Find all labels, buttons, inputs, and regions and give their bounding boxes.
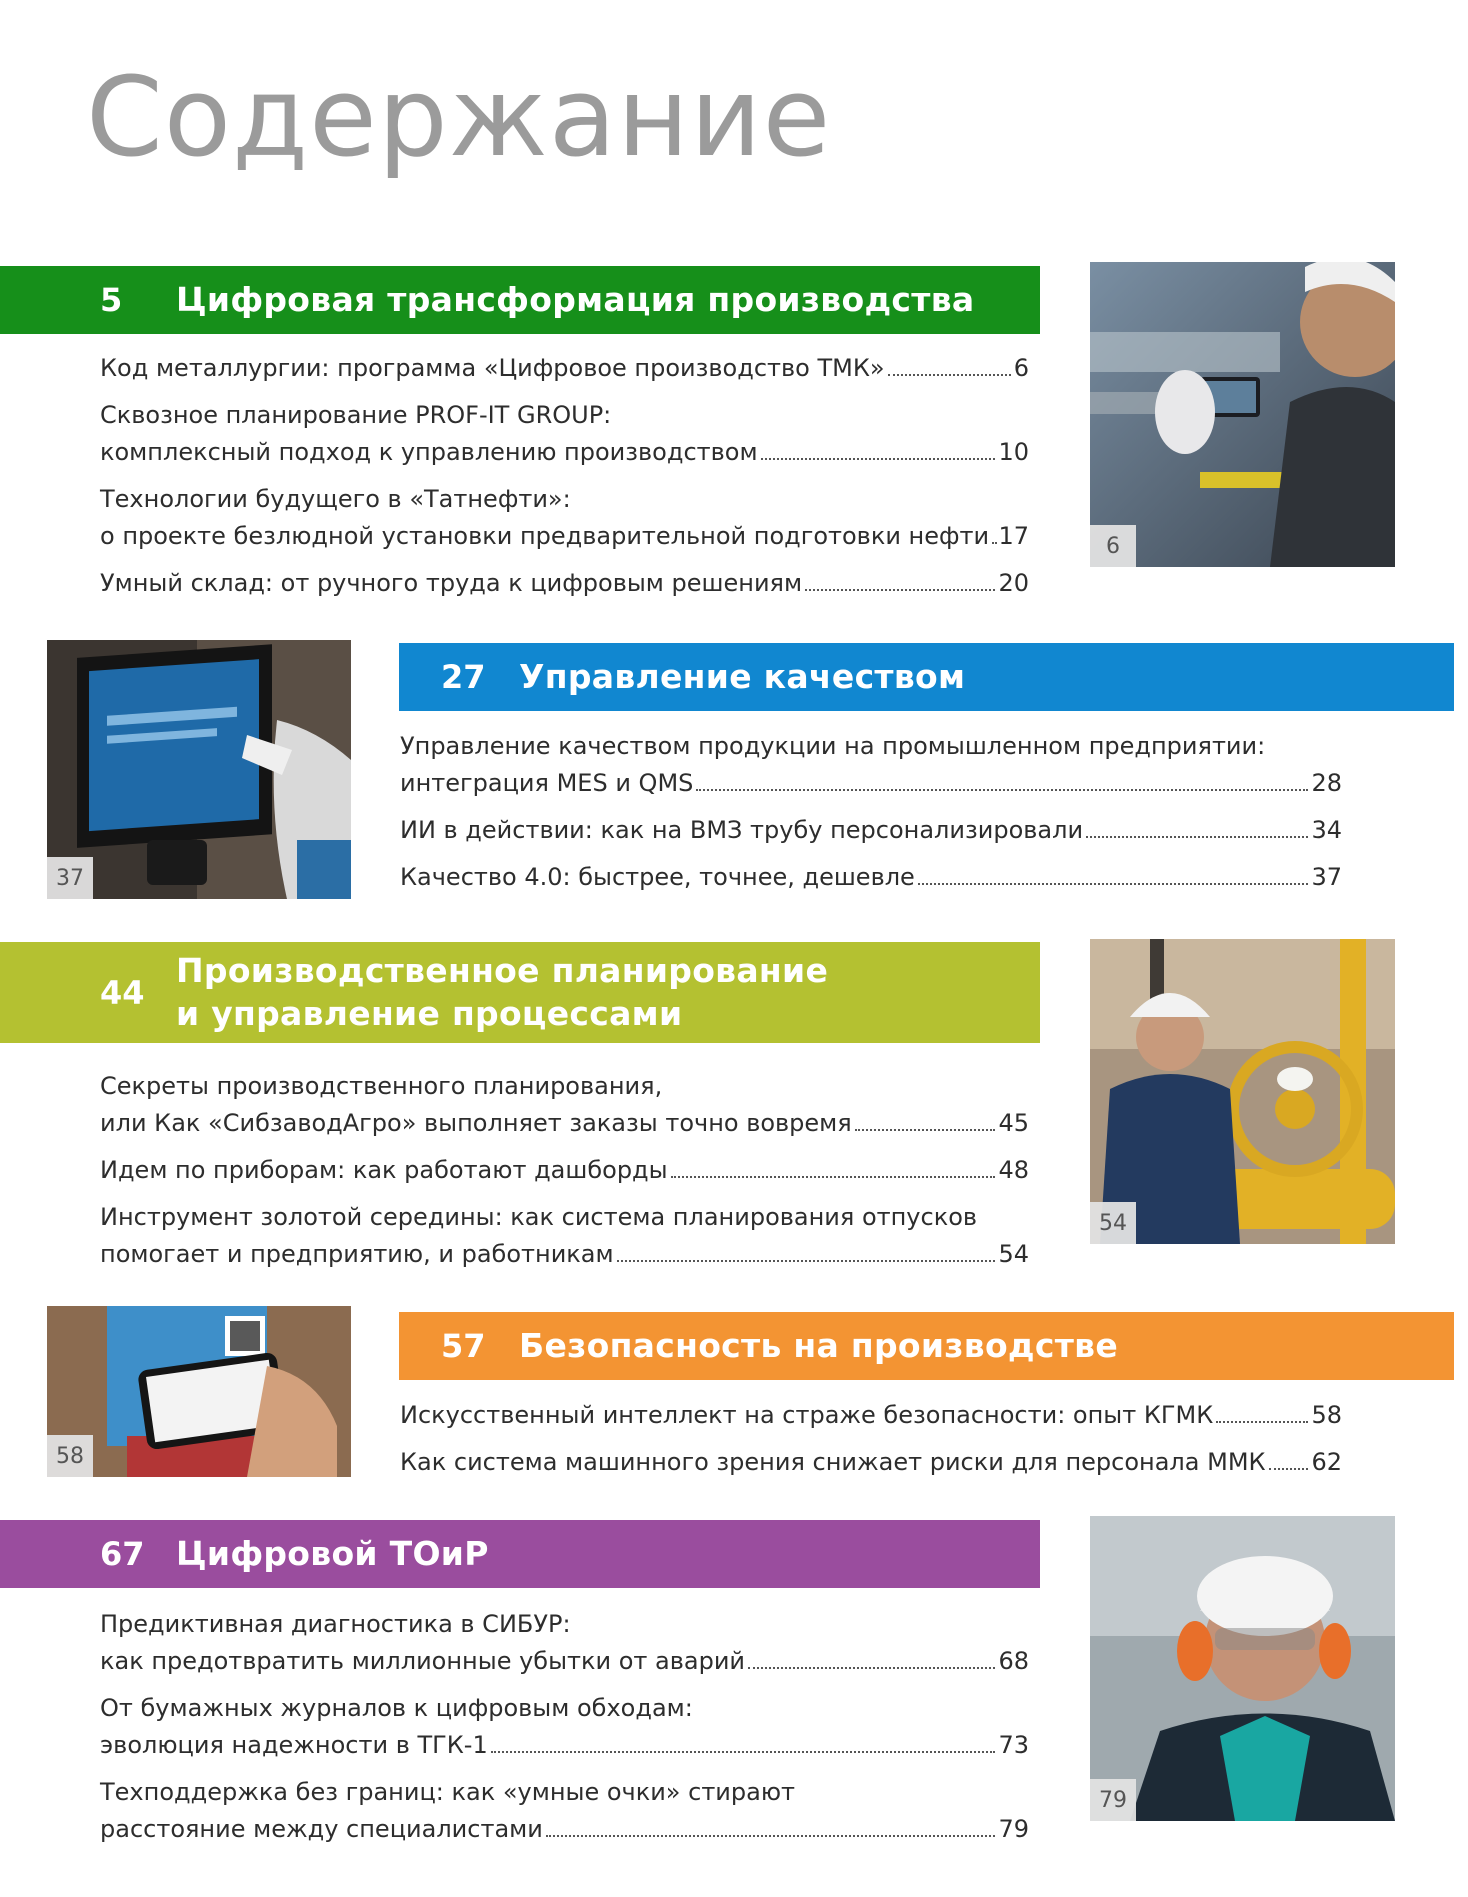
- section-title: Цифровая трансформация производства: [176, 279, 975, 319]
- toc-entry[interactable]: Искусственный интеллект на страже безопасности: опыт КГМК 58: [400, 1397, 1342, 1434]
- section-number: 57: [441, 1327, 486, 1365]
- leader-dots: [671, 1176, 996, 1178]
- section-banner-planning: [0, 942, 1040, 1043]
- section-items: [400, 728, 1342, 906]
- page-number: 20: [998, 569, 1029, 597]
- section-banner-maintenance: [0, 1520, 1040, 1588]
- section-items: [100, 350, 1029, 612]
- photo-illustration: [1090, 939, 1395, 1244]
- page-number: 34: [1311, 816, 1342, 844]
- section-items: [400, 1397, 1342, 1491]
- section-number: 27: [441, 658, 486, 696]
- section-banner-digital-transformation: [0, 266, 1040, 334]
- photo-worker-smartphone: [1090, 262, 1395, 567]
- page-number: 79: [998, 1815, 1029, 1843]
- toc-entry[interactable]: Технологии будущего в «Татнефти»: о проекте безлюдной установки предварительной подготовки нефти 17: [100, 481, 1029, 555]
- toc-entry[interactable]: Техподдержка без границ: как «умные очки» стирают расстояние между специалистами 79: [100, 1774, 1029, 1848]
- section-title: Производственное планирование и управление процессами: [176, 950, 829, 1033]
- page-number: 73: [998, 1731, 1029, 1759]
- photo-engineer-helmet: [1090, 1516, 1395, 1821]
- photo-page-badge: 54: [1090, 1202, 1136, 1244]
- toc-entry[interactable]: Сквозное планирование PROF-IT GROUP: комплексный подход к управлению производством 10: [100, 397, 1029, 471]
- toc-entry[interactable]: Как система машинного зрения снижает риски для персонала ММК 62: [400, 1444, 1342, 1481]
- leader-dots: [491, 1751, 996, 1753]
- leader-dots: [1216, 1421, 1308, 1423]
- photo-illustration: [1090, 262, 1395, 567]
- toc-entry[interactable]: Умный склад: от ручного труда к цифровым решениям 20: [100, 565, 1029, 602]
- leader-dots: [546, 1835, 996, 1837]
- toc-entry[interactable]: Предиктивная диагностика в СИБУР: как предотвратить миллионные убытки от аварий 68: [100, 1606, 1029, 1680]
- leader-dots: [1086, 836, 1308, 838]
- photo-page-badge: 79: [1090, 1779, 1136, 1821]
- page-number: 6: [1013, 354, 1029, 382]
- leader-dots: [992, 542, 995, 544]
- section-banner-quality: [399, 643, 1454, 711]
- page-number: 48: [998, 1156, 1029, 1184]
- leader-dots: [761, 458, 996, 460]
- section-number: 5: [100, 281, 123, 319]
- leader-dots: [617, 1260, 996, 1262]
- toc-entry[interactable]: Секреты производственного планирования, или Как «СибзаводАгро» выполняет заказы точно вовремя 45: [100, 1068, 1029, 1142]
- page-number: 10: [998, 438, 1029, 466]
- page-number: 37: [1311, 863, 1342, 891]
- page-number: 17: [998, 522, 1029, 550]
- photo-page-badge: 6: [1090, 525, 1136, 567]
- toc-entry[interactable]: Управление качеством продукции на промышленном предприятии: интеграция MES и QMS 28: [400, 728, 1342, 802]
- photo-touch-panel: [47, 640, 351, 899]
- section-banner-safety: [399, 1312, 1454, 1380]
- toc-entry[interactable]: Код металлургии: программа «Цифровое производство ТМК» 6: [100, 350, 1029, 387]
- page-number: 58: [1311, 1401, 1342, 1429]
- photo-page-badge: 37: [47, 857, 93, 899]
- toc-entry[interactable]: Инструмент золотой середины: как система планирования отпусков помогает и предприятию, и работникам 54: [100, 1199, 1029, 1273]
- page-number: 45: [998, 1109, 1029, 1137]
- leader-dots: [1269, 1468, 1309, 1470]
- page-title: Содержание: [86, 53, 832, 181]
- section-title: Цифровой ТОиР: [176, 1533, 489, 1573]
- section-title: Управление качеством: [519, 656, 966, 696]
- page-number: 28: [1311, 769, 1342, 797]
- toc-entry[interactable]: Идем по приборам: как работают дашборды 48: [100, 1152, 1029, 1189]
- section-title: Безопасность на производстве: [519, 1325, 1119, 1365]
- section-number: 44: [100, 973, 145, 1012]
- leader-dots: [805, 589, 995, 591]
- page-number: 54: [998, 1240, 1029, 1268]
- toc-entry[interactable]: От бумажных журналов к цифровым обходам: эволюция надежности в ТГК-1 73: [100, 1690, 1029, 1764]
- leader-dots: [748, 1667, 995, 1669]
- page-number: 62: [1311, 1448, 1342, 1476]
- leader-dots: [918, 883, 1309, 885]
- photo-illustration: [1090, 1516, 1395, 1821]
- section-number: 67: [100, 1535, 145, 1573]
- photo-page-badge: 58: [47, 1435, 93, 1477]
- toc-entry[interactable]: Качество 4.0: быстрее, точнее, дешевле 37: [400, 859, 1342, 896]
- leader-dots: [888, 374, 1011, 376]
- photo-valve-worker: [1090, 939, 1395, 1244]
- toc-entry[interactable]: ИИ в действии: как на ВМЗ трубу персонализировали 34: [400, 812, 1342, 849]
- photo-qr-phone: [47, 1306, 351, 1477]
- page-number: 68: [998, 1647, 1029, 1675]
- leader-dots: [696, 789, 1308, 791]
- section-items: [100, 1606, 1029, 1858]
- leader-dots: [855, 1129, 996, 1131]
- section-items: [100, 1068, 1029, 1283]
